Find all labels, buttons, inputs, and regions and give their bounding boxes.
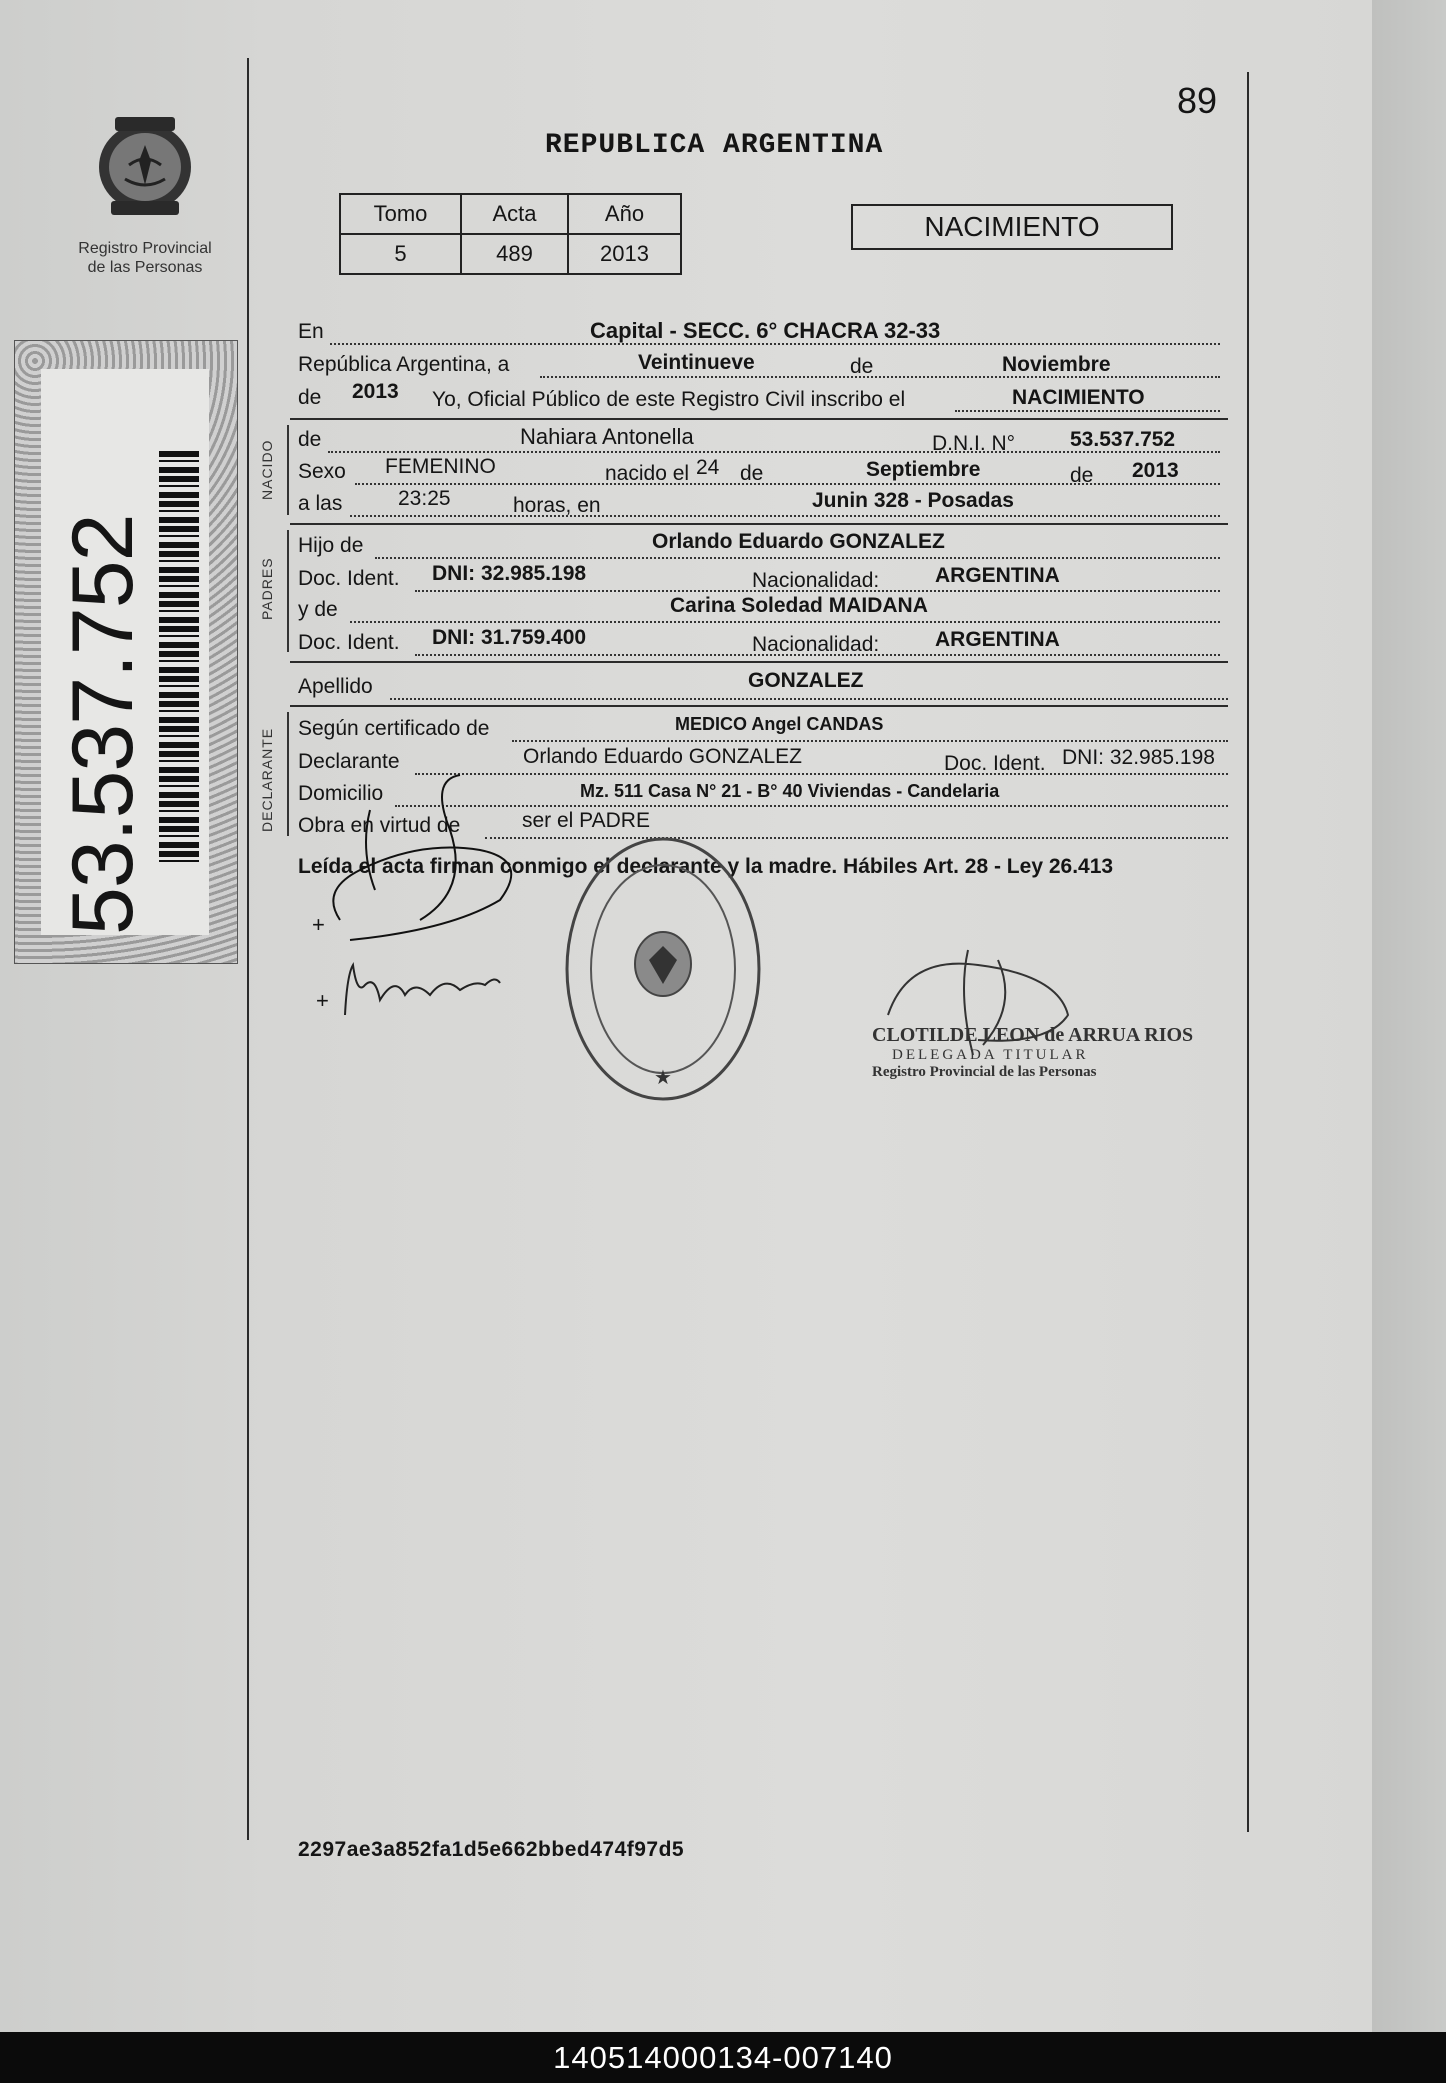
- section-divider: [290, 418, 1228, 420]
- birth-day-value: 24: [696, 456, 720, 479]
- oficial-text: Yo, Oficial Público de este Registro Civil inscribo el: [432, 388, 906, 411]
- section-divider: [290, 523, 1228, 525]
- tomo-header: Tomo: [340, 194, 461, 234]
- obra-label: Obra en virtud de: [298, 814, 461, 837]
- acta-value: 489: [461, 234, 568, 274]
- dotted-line: [375, 557, 1220, 559]
- apellido-value: GONZALEZ: [748, 669, 864, 692]
- nacido-el-label: nacido el: [605, 462, 690, 485]
- horas-label: horas, en: [513, 494, 601, 517]
- de2-label: de: [298, 386, 322, 409]
- registry-caption: Registro Provincial de las Personas: [78, 240, 212, 276]
- declarante-label: Declarante: [298, 750, 400, 773]
- mother-nationality-label: Nacionalidad:: [752, 633, 880, 656]
- anio-value: 2013: [568, 234, 681, 274]
- month-value: Noviembre: [1002, 353, 1111, 376]
- declarante-doc-value: DNI: 32.985.198: [1062, 746, 1215, 769]
- father-nationality-value: ARGENTINA: [935, 564, 1060, 587]
- birth-place-value: Junin 328 - Posadas: [812, 489, 1014, 512]
- document-title: REPUBLICA ARGENTINA: [545, 130, 884, 161]
- dotted-line: [955, 410, 1220, 412]
- declarante-signature: [300, 770, 540, 950]
- inscription-type-value: NACIMIENTO: [1012, 386, 1145, 409]
- section-divider: [290, 705, 1228, 707]
- sexo-value: FEMENINO: [385, 455, 496, 478]
- svg-text:★: ★: [654, 1067, 672, 1089]
- barcode-label: [41, 369, 209, 935]
- tomo-value: 5: [340, 234, 461, 274]
- official-stamp-text: [872, 1024, 1193, 1081]
- child-dni-value: 53.537.752: [1070, 428, 1176, 451]
- anio-header: Año: [568, 194, 681, 234]
- en-label: En: [298, 320, 324, 343]
- closing-text: Leída el acta firman conmigo el declarante y la madre. Hábiles Art. 28 - Ley 26.413: [298, 855, 1114, 878]
- de-label: de: [850, 355, 874, 378]
- a-las-label: a las: [298, 492, 343, 515]
- dotted-line: [540, 376, 1220, 378]
- father-doc-value: DNI: 32.985.198: [432, 562, 587, 585]
- right-margin-line: [1247, 72, 1249, 1832]
- father-nationality-label: Nacionalidad:: [752, 569, 880, 592]
- nacido-de-label: de: [298, 428, 322, 451]
- dotted-line: [390, 698, 1228, 700]
- father-doc-label: Doc. Ident.: [298, 567, 400, 590]
- signature-cross-2: +: [316, 988, 329, 1013]
- misiones-crest-logo: [85, 105, 205, 220]
- mother-name-value: Carina Soledad MAIDANA: [670, 594, 928, 617]
- page-edge: [1372, 0, 1446, 2032]
- child-name-value: Nahiara Antonella: [520, 424, 694, 449]
- obra-value: ser el PADRE: [522, 809, 650, 832]
- apellido-label: Apellido: [298, 675, 373, 698]
- padres-section-label: PADRES: [259, 557, 275, 620]
- mother-doc-value: DNI: 31.759.400: [432, 626, 587, 649]
- dni-label: D.N.I. N°: [932, 432, 1016, 455]
- year-value: 2013: [352, 380, 399, 403]
- barcode-panel: [14, 340, 238, 964]
- hijo-de-label: Hijo de: [298, 534, 364, 557]
- padres-bracket: [287, 530, 289, 652]
- domicilio-value: Mz. 511 Casa N° 21 - B° 40 Viviendas - Candelaria: [580, 781, 1000, 801]
- declarante-bracket: [287, 712, 289, 836]
- signature-cross-1: +: [312, 912, 325, 937]
- declarante-name-value: Orlando Eduardo GONZALEZ: [523, 745, 802, 768]
- declarante-doc-label: Doc. Ident.: [944, 752, 1046, 775]
- dotted-line: [350, 515, 1220, 517]
- republica-label: República Argentina, a: [298, 353, 510, 376]
- dotted-line: [350, 621, 1220, 623]
- barcode-number: 53.537.752: [55, 514, 151, 935]
- official-office: Registro Provincial de las Personas: [872, 1064, 1097, 1080]
- mother-nationality-value: ARGENTINA: [935, 628, 1060, 651]
- domicilio-label: Domicilio: [298, 782, 384, 805]
- barcode-bars: [159, 451, 199, 863]
- cert-label: Según certificado de: [298, 717, 490, 740]
- left-margin-line: [247, 58, 249, 1840]
- mother-signature: [335, 955, 505, 1025]
- cert-value: MEDICO Angel CANDAS: [675, 714, 884, 734]
- de-label-3: de: [1070, 464, 1094, 487]
- declarante-section-label: DECLARANTE: [259, 727, 275, 832]
- official-role: DELEGADA TITULAR: [892, 1047, 1089, 1063]
- dotted-line: [512, 740, 1228, 742]
- birth-year-value: 2013: [1132, 459, 1179, 482]
- mother-doc-label: Doc. Ident.: [298, 631, 400, 654]
- document-hash: 2297ae3a852fa1d5e662bbed474f97d5: [298, 1838, 685, 1861]
- birth-time-value: 23:25: [398, 487, 451, 510]
- page-number: 89: [1177, 80, 1218, 121]
- day-value: Veintinueve: [638, 351, 755, 374]
- father-name-value: Orlando Eduardo GONZALEZ: [652, 530, 945, 553]
- official-name: CLOTILDE LEON de ARRUA RIOS: [872, 1024, 1194, 1046]
- act-type-box: NACIMIENTO: [851, 204, 1173, 250]
- y-de-label: y de: [298, 598, 338, 621]
- nacido-bracket: [287, 425, 289, 515]
- place-value: Capital - SECC. 6° CHACRA 32-33: [590, 318, 941, 343]
- registry-table: [339, 193, 682, 275]
- section-divider: [290, 661, 1228, 663]
- registry-stamp: [563, 834, 763, 1104]
- sexo-label: Sexo: [298, 460, 346, 483]
- acta-header: Acta: [461, 194, 568, 234]
- nacido-section-label: NACIDO: [259, 439, 275, 500]
- footer-code: 140514000134-007140: [0, 2032, 1446, 2083]
- birth-month-value: Septiembre: [866, 458, 981, 481]
- de-label-2: de: [740, 462, 764, 485]
